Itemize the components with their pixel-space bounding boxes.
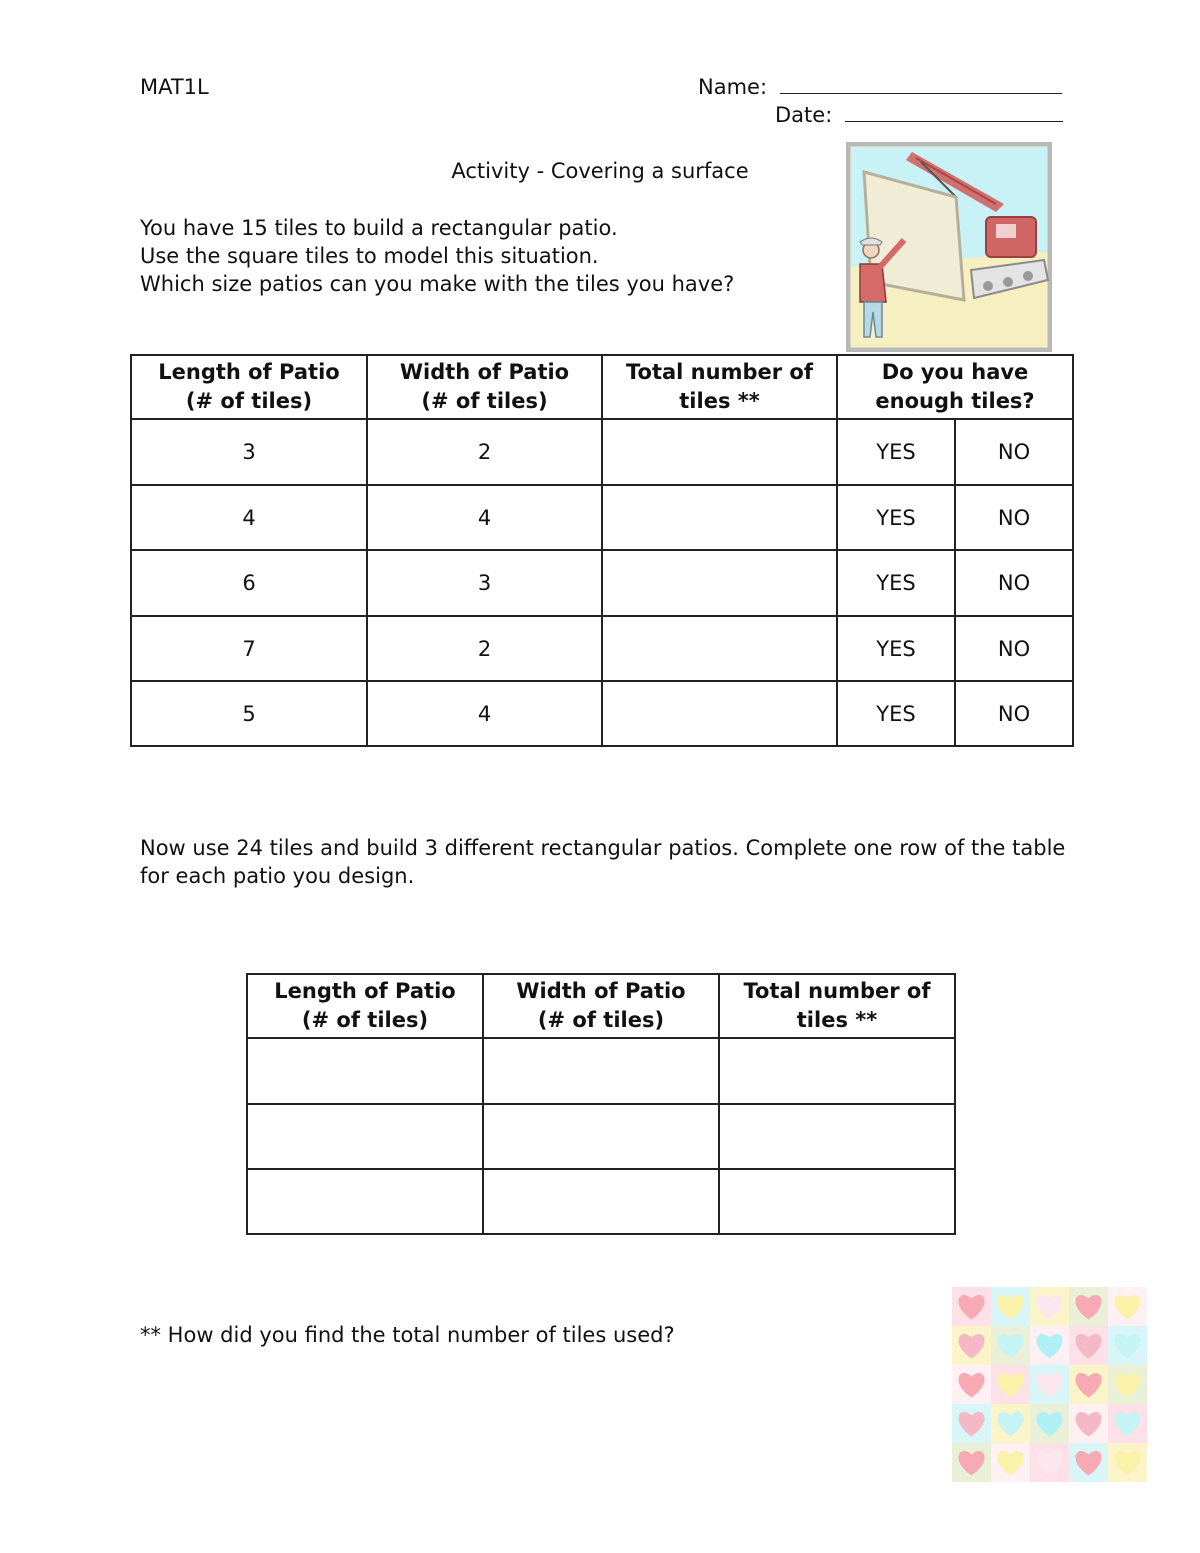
- no-option[interactable]: NO: [955, 419, 1073, 485]
- row-length: 7: [131, 616, 367, 681]
- yes-option[interactable]: YES: [837, 616, 955, 681]
- yes-option[interactable]: YES: [837, 681, 955, 746]
- part2-line-2: for each patio you design.: [140, 864, 415, 888]
- table-row: [247, 1038, 955, 1104]
- header-enough-tiles: [837, 355, 1073, 419]
- yes-option[interactable]: YES: [837, 485, 955, 550]
- construction-clipart-image: [846, 142, 1052, 352]
- row-total-blank[interactable]: [602, 550, 837, 616]
- intro-line-1: You have 15 tiles to build a rectangular patio.: [140, 216, 618, 240]
- row-width: 3: [367, 550, 602, 616]
- header-total-line-2: tiles **: [796, 1008, 878, 1032]
- name-field[interactable]: [698, 73, 1062, 101]
- header-total-line-1: Total number of: [626, 360, 813, 384]
- header-length-line-1: Length of Patio: [274, 979, 456, 1003]
- header-width-line-1: Width of Patio: [516, 979, 686, 1003]
- header-length-line-1: Length of Patio: [158, 360, 340, 384]
- row-length-blank[interactable]: [247, 1104, 483, 1169]
- row-length-blank[interactable]: [247, 1038, 483, 1104]
- row-total-blank[interactable]: [719, 1169, 955, 1234]
- row-length: 6: [131, 550, 367, 616]
- row-width-blank[interactable]: [483, 1169, 719, 1234]
- row-length: 4: [131, 485, 367, 550]
- table-row: [247, 1104, 955, 1169]
- yes-option[interactable]: YES: [837, 419, 955, 485]
- no-option[interactable]: NO: [955, 616, 1073, 681]
- header-length-line-2: (# of tiles): [185, 389, 313, 413]
- table-row: [131, 681, 1073, 746]
- header-width-line-2: (# of tiles): [537, 1008, 665, 1032]
- row-total-blank[interactable]: [602, 485, 837, 550]
- name-blank[interactable]: [780, 73, 1062, 94]
- yes-option[interactable]: YES: [837, 550, 955, 616]
- patio-table-24-tiles: [246, 973, 956, 1235]
- name-label: Name:: [698, 75, 768, 99]
- header-length-line-2: (# of tiles): [301, 1008, 429, 1032]
- activity-title: Activity - Covering a surface: [451, 159, 749, 183]
- date-blank[interactable]: [845, 101, 1063, 122]
- intro-line-3: Which size patios can you make with the tiles you have?: [140, 272, 735, 296]
- row-width: 4: [367, 485, 602, 550]
- row-width: 2: [367, 419, 602, 485]
- row-total-blank[interactable]: [602, 616, 837, 681]
- header-width: [367, 355, 602, 419]
- row-width: 2: [367, 616, 602, 681]
- header-total: [602, 355, 837, 419]
- table-row: [131, 485, 1073, 550]
- header-length: [131, 355, 367, 419]
- row-total-blank[interactable]: [602, 681, 837, 746]
- patio-table-15-tiles: [130, 354, 1074, 747]
- hearts-pattern-image: [952, 1287, 1147, 1482]
- header-enough-line-2: enough tiles?: [875, 389, 1035, 413]
- no-option[interactable]: NO: [955, 550, 1073, 616]
- intro-line-2: Use the square tiles to model this situation.: [140, 244, 599, 268]
- date-field[interactable]: [775, 101, 1063, 129]
- row-length-blank[interactable]: [247, 1169, 483, 1234]
- row-total-blank[interactable]: [719, 1104, 955, 1169]
- date-label: Date:: [775, 103, 833, 127]
- table-row: [131, 616, 1073, 681]
- row-width-blank[interactable]: [483, 1104, 719, 1169]
- row-length: 5: [131, 681, 367, 746]
- header-total: [719, 974, 955, 1038]
- footnote-question: ** How did you find the total number of tiles used?: [140, 1323, 675, 1347]
- no-option[interactable]: NO: [955, 681, 1073, 746]
- header-width-line-1: Width of Patio: [399, 360, 570, 384]
- part2-line-1: Now use 24 tiles and build 3 different rectangular patios. Complete one row of the table: [140, 836, 1066, 860]
- header-total-line-1: Total number of: [743, 979, 931, 1003]
- row-total-blank[interactable]: [602, 419, 837, 485]
- header-width: [483, 974, 719, 1038]
- table-row: [131, 419, 1073, 485]
- header-width-line-2: (# of tiles): [421, 389, 548, 413]
- header-total-line-2: tiles **: [679, 389, 760, 413]
- row-width-blank[interactable]: [483, 1038, 719, 1104]
- no-option[interactable]: NO: [955, 485, 1073, 550]
- table-header-row: [131, 355, 1073, 419]
- header-enough-line-1: Do you have: [881, 360, 1029, 384]
- table-row: [247, 1169, 955, 1234]
- row-width: 4: [367, 681, 602, 746]
- row-length: 3: [131, 419, 367, 485]
- header-length: [247, 974, 483, 1038]
- row-total-blank[interactable]: [719, 1038, 955, 1104]
- course-code: MAT1L: [140, 75, 209, 99]
- table-header-row: [247, 974, 955, 1038]
- table-row: [131, 550, 1073, 616]
